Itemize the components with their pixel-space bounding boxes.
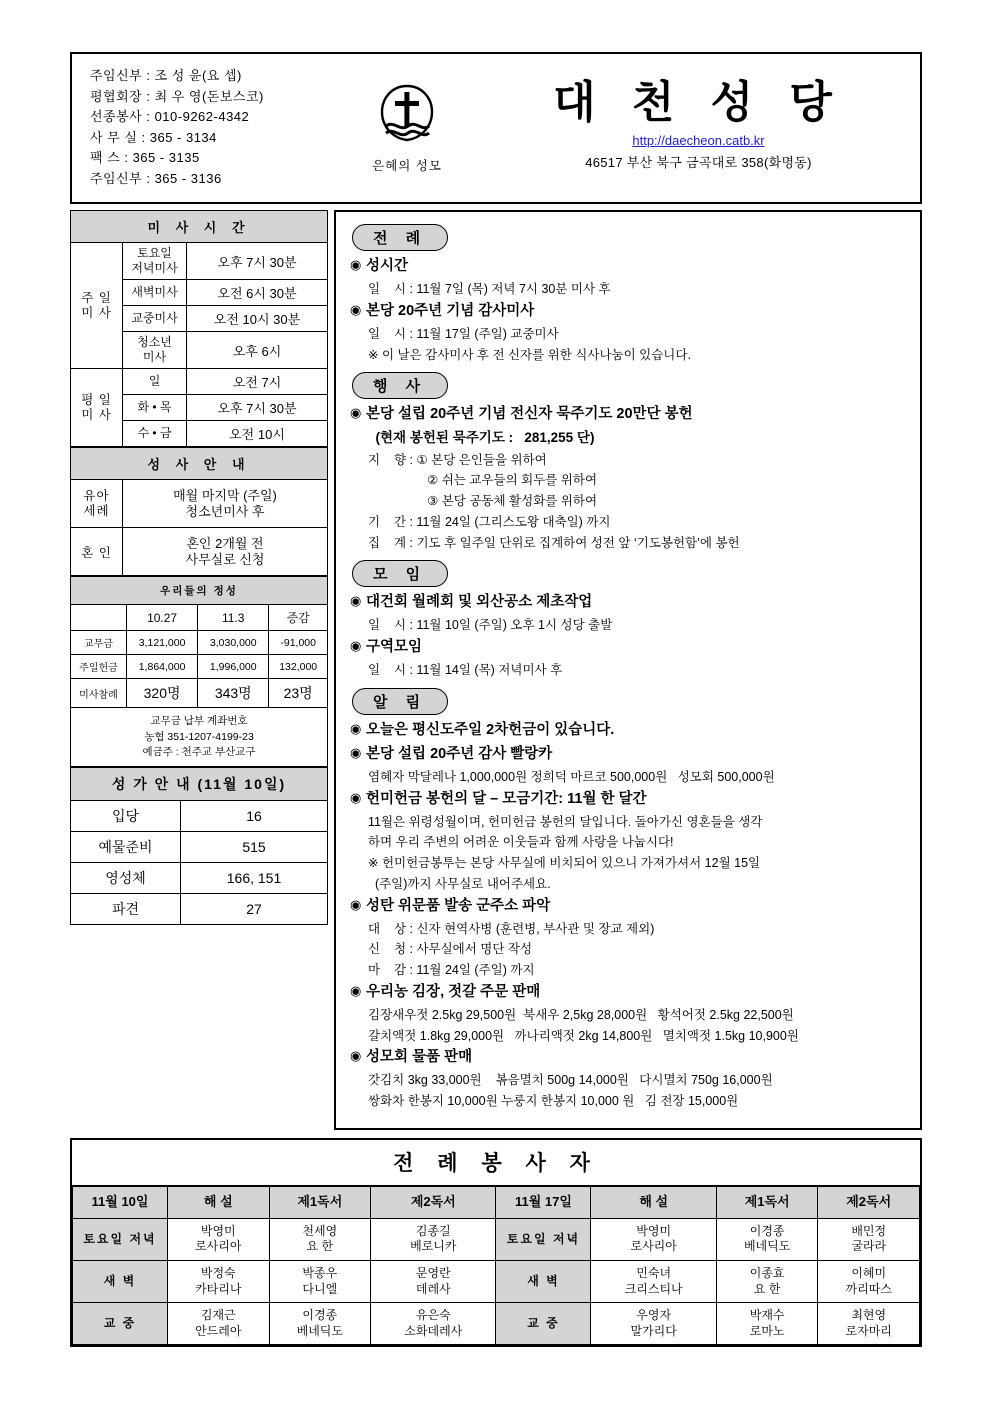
offering-col-1: 10.27 <box>127 605 198 631</box>
table-row <box>73 1303 920 1345</box>
server-name: 김종길 <box>415 1223 451 1238</box>
servers-header: 제2독서 <box>371 1187 496 1219</box>
server-name: 우영자 <box>636 1308 672 1323</box>
server-saint: 베로니카 <box>410 1239 457 1254</box>
contact-list <box>72 54 337 202</box>
announcement-title: 헌미헌금 봉헌의 달 – 모금기간: 11월 한 달간 <box>366 790 647 807</box>
table-row <box>73 1261 920 1303</box>
server-cell <box>591 1261 716 1303</box>
announcement-line: 일 시 : 11월 14일 (목) 저녁미사 후 <box>368 663 563 678</box>
servers-row-label: 새 벽 <box>73 1261 168 1303</box>
announcement-line: 신 청 : 사무실에서 명단 작성 <box>368 942 533 957</box>
hymn-name: 예물준비 <box>71 832 181 863</box>
server-saint: 데레사 <box>415 1281 451 1296</box>
mass-row-time: 오전 10시 30분 <box>187 306 328 332</box>
account-line: 예금주 : 천주교 부산교구 <box>142 745 256 758</box>
server-cell <box>371 1261 496 1303</box>
hymn-name: 파견 <box>71 894 181 925</box>
mass-row-time: 오후 7시 30분 <box>187 243 328 280</box>
server-cell <box>591 1218 716 1260</box>
bullet-icon: ◉ <box>350 1048 362 1064</box>
offering-cell: 1,996,000 <box>198 655 269 679</box>
announcement-item <box>350 720 908 741</box>
mass-row-time: 오후 7시 30분 <box>187 395 328 421</box>
section-heading-meetings: 모 임 <box>352 560 448 587</box>
announcement-title: 본당 설립 20주년 감사 빨랑카 <box>366 745 553 762</box>
server-cell <box>716 1218 818 1260</box>
contact-line: 선종봉사 : 010-9262-4342 <box>90 109 250 125</box>
announcement-line: 일 시 : 11월 10일 (주일) 오후 1시 성당 출발 <box>368 618 613 633</box>
server-name: 민숙녀 <box>636 1266 672 1281</box>
announcement-item <box>350 896 908 917</box>
sacrament-value: 매월 마지막 (주일) 청소년미사 후 <box>123 480 328 528</box>
servers-row-label: 새 벽 <box>496 1261 591 1303</box>
logo-block <box>337 54 477 202</box>
server-name: 유은숙 <box>415 1308 451 1323</box>
mass-row-time: 오전 10시 <box>187 421 328 447</box>
server-name: 이혜미 <box>851 1266 887 1281</box>
mass-row-name: 일 <box>123 369 187 395</box>
server-cell <box>716 1303 818 1345</box>
announcement-line: 일 시 : 11월 7일 (목) 저녁 7시 30분 미사 후 <box>368 282 611 297</box>
mass-row-name: 청소년 미사 <box>123 332 187 369</box>
mass-schedule-table <box>70 210 328 447</box>
announcement-item <box>350 637 908 658</box>
hymn-title: 성 가 안 내 (11월 10일) <box>71 768 328 801</box>
announcement-line: ③ 본당 공동체 활성화를 위하여 <box>368 494 598 509</box>
server-saint: 로사리아 <box>195 1239 242 1254</box>
server-cell <box>168 1303 270 1345</box>
server-cell <box>371 1303 496 1345</box>
offering-cell: 3,030,000 <box>198 631 269 655</box>
left-column <box>70 210 328 1130</box>
sunday-mass-label: 주 일 미 사 <box>71 243 123 369</box>
announcement-line: 일 시 : 11월 17일 (주일) 교중미사 <box>368 326 559 341</box>
servers-row-label: 교 중 <box>73 1303 168 1345</box>
contact-line: 팩 스 : 365 - 3135 <box>90 150 200 166</box>
announcement-title: 성탄 위문품 발송 군주소 파악 <box>366 897 551 914</box>
address: 46517 부산 북구 금곡대로 358(화명동) <box>585 155 812 171</box>
mass-row-name: 화 • 목 <box>123 395 187 421</box>
server-saint: 로사리아 <box>630 1239 677 1254</box>
account-line: 농협 351-1207-4199-23 <box>144 730 254 743</box>
announcement-title: 구역모임 <box>366 639 423 656</box>
sacrament-label: 유아 세례 <box>71 480 123 528</box>
server-saint: 요 한 <box>306 1239 334 1254</box>
servers-header: 제2독서 <box>818 1187 920 1219</box>
mass-row-name: 토요일 저녁미사 <box>123 243 187 280</box>
server-name: 배민정 <box>851 1223 887 1238</box>
server-name: 이종효 <box>749 1266 785 1281</box>
server-name: 최현영 <box>851 1308 887 1323</box>
contact-line: 평협회장 : 최 우 영(돈보스코) <box>90 88 264 104</box>
announcement-line: 갓김치 3kg 33,000원 볶음멸치 500g 14,000원 다시멸치 750g 16,000원 <box>368 1073 773 1088</box>
announcement-line: 지 향 : ① 본당 은인들을 위하여 <box>368 452 547 467</box>
mass-row-name: 새벽미사 <box>123 280 187 306</box>
servers-header: 제1독서 <box>716 1187 818 1219</box>
mass-row-name: 수 • 금 <box>123 421 187 447</box>
server-cell <box>716 1261 818 1303</box>
server-name: 문영란 <box>415 1266 451 1281</box>
title-block <box>477 54 920 202</box>
right-column <box>334 210 922 1130</box>
server-saint: 굴라라 <box>851 1239 887 1254</box>
announcement-line: ※ 헌미헌금봉투는 본당 사무실에 비치되어 있으니 가져가셔서 12월 15일 <box>368 856 761 871</box>
header <box>70 52 922 204</box>
contact-line: 주임신부 : 조 성 윤(요 셉) <box>90 68 242 83</box>
server-name: 김재근 <box>200 1308 236 1323</box>
server-name: 박정숙 <box>200 1266 236 1281</box>
announcement-line: ※ 이 날은 감사미사 후 전 신자를 위한 식사나눔이 있습니다. <box>368 347 691 362</box>
server-name: 이경종 <box>749 1223 785 1238</box>
offering-table <box>70 576 328 767</box>
server-cell <box>168 1218 270 1260</box>
announcement-line: 하며 우리 주변의 어려운 이웃들과 함께 사랑을 나눕시다! <box>368 835 674 850</box>
server-name: 박종우 <box>302 1266 338 1281</box>
servers-section <box>70 1138 922 1347</box>
offering-row-label: 주일헌금 <box>71 655 127 679</box>
table-row <box>73 1218 920 1260</box>
section-heading-liturgy: 전 례 <box>352 224 448 251</box>
announcement-line: 집 계 : 기도 후 일주일 단위로 집계하여 성전 앞 ‘기도봉헌함’에 봉헌 <box>368 535 740 550</box>
announcements-box <box>334 210 922 1130</box>
bullet-icon: ◉ <box>350 593 362 609</box>
server-name: 천세영 <box>302 1223 338 1238</box>
announcement-line: ② 쉬는 교우들의 회두를 위하여 <box>368 473 598 488</box>
sacrament-value: 혼인 2개월 전 사무실로 신청 <box>123 528 328 576</box>
server-cell <box>591 1303 716 1345</box>
server-saint: 카타리나 <box>195 1281 242 1296</box>
offering-cell: -91,000 <box>269 631 328 655</box>
announcement-title: 대건회 월례회 및 외산공소 제초작업 <box>366 594 593 611</box>
body <box>70 210 922 1130</box>
announcement-title: 본당 설립 20주년 기념 전신자 묵주기도 20만단 봉헌 <box>366 406 693 423</box>
server-saint: 베네딕도 <box>743 1239 791 1254</box>
announcement-item <box>350 592 908 613</box>
announcement-item <box>350 301 908 322</box>
server-saint: 로자마리 <box>845 1323 892 1338</box>
bullet-icon: ◉ <box>350 257 362 272</box>
mass-schedule-title: 미 사 시 간 <box>71 211 328 243</box>
server-cell <box>168 1261 270 1303</box>
server-saint: 말가리다 <box>630 1323 677 1338</box>
sacrament-label: 혼 인 <box>71 528 123 576</box>
server-name: 박영미 <box>200 1223 236 1238</box>
announcement-item <box>350 256 908 277</box>
server-saint: 요 한 <box>753 1281 781 1296</box>
servers-header: 제1독서 <box>269 1187 371 1219</box>
offering-cell: 320명 <box>127 679 198 708</box>
website-link[interactable]: http://daecheon.catb.kr <box>632 133 765 149</box>
server-cell <box>818 1303 920 1345</box>
hymn-number: 166, 151 <box>181 863 328 894</box>
bullet-icon: ◉ <box>350 720 362 736</box>
announcement-line: 기 간 : 11월 24일 (그리스도왕 대축일) 까지 <box>368 514 611 529</box>
announcement-item <box>350 404 908 425</box>
announcement-title: 성모회 물품 판매 <box>366 1049 473 1066</box>
server-name: 박재수 <box>749 1308 785 1323</box>
server-cell <box>371 1218 496 1260</box>
server-saint: 안드레아 <box>195 1323 242 1338</box>
server-saint: 까리따스 <box>845 1281 892 1296</box>
announcement-item <box>350 982 908 1003</box>
announcement-title: 본당 20주년 기념 감사미사 <box>366 302 535 319</box>
bullet-icon: ◉ <box>350 638 362 654</box>
offering-cell: 1,864,000 <box>127 655 198 679</box>
server-saint: 크리스티나 <box>624 1281 683 1296</box>
contact-line: 사 무 실 : 365 - 3134 <box>90 129 217 145</box>
announcement-line: 대 상 : 신자 현역사병 (훈련병, 부사관 및 장교 제외) <box>368 921 655 936</box>
mass-row-name: 교중미사 <box>123 306 187 332</box>
announcement-line: 11월은 위령성월이며, 헌미헌금 봉헌의 달입니다. 돌아가신 영혼들을 생각 <box>368 814 763 829</box>
bullet-icon: ◉ <box>350 744 362 760</box>
server-saint: 베네딕도 <box>296 1323 343 1338</box>
offering-col-0 <box>71 605 127 631</box>
servers-header: 11월 17일 <box>496 1187 591 1219</box>
sacrament-table <box>70 447 328 576</box>
server-cell <box>818 1218 920 1260</box>
bullet-icon: ◉ <box>350 982 362 998</box>
hymn-table <box>70 767 328 925</box>
server-cell <box>818 1261 920 1303</box>
offering-title: 우리들의 정성 <box>71 577 328 605</box>
hymn-number: 16 <box>181 801 328 832</box>
announcement-title: 성시간 <box>366 258 409 274</box>
bullet-icon: ◉ <box>350 789 362 805</box>
offering-row-label: 교무금 <box>71 631 127 655</box>
announcement-line: 김장새우젓 2.5kg 29,500원 북새우 2,5kg 28,000원 황석어젓 2.5kg 22,500원 <box>368 1007 794 1022</box>
server-name: 이경종 <box>302 1308 338 1323</box>
servers-table <box>72 1186 920 1345</box>
servers-row-label: 토요일 저녁 <box>496 1218 591 1260</box>
servers-row-label: 토요일 저녁 <box>73 1218 168 1260</box>
server-cell <box>269 1261 371 1303</box>
mass-row-time: 오전 7시 <box>187 369 328 395</box>
servers-row-label: 교 중 <box>496 1303 591 1345</box>
hymn-name: 영성체 <box>71 863 181 894</box>
mass-row-time: 오후 6시 <box>187 332 328 369</box>
announcement-item <box>350 789 908 810</box>
hymn-number: 515 <box>181 832 328 863</box>
offering-cell: 132,000 <box>269 655 328 679</box>
announcement-title: 오늘은 평신도주일 2차헌금이 있습니다. <box>366 721 615 738</box>
hymn-number: 27 <box>181 894 328 925</box>
section-heading-notices: 알 림 <box>352 688 448 715</box>
offering-col-3: 증감 <box>269 605 328 631</box>
announcement-line: (주일)까지 사무실로 내어주세요. <box>368 876 551 891</box>
server-cell <box>269 1218 371 1260</box>
madonna-cross-icon <box>370 78 444 152</box>
section-heading-events: 행 사 <box>352 372 448 399</box>
logo-caption: 은혜의 성모 <box>372 159 442 173</box>
servers-header: 해 설 <box>591 1187 716 1219</box>
offering-col-2: 11.3 <box>198 605 269 631</box>
bullet-icon: ◉ <box>350 405 362 421</box>
offering-cell: 343명 <box>198 679 269 708</box>
server-saint: 다니엘 <box>302 1281 338 1296</box>
hymn-name: 입당 <box>71 801 181 832</box>
offering-cell: 3,121,000 <box>127 631 198 655</box>
servers-title: 전 례 봉 사 자 <box>72 1140 920 1186</box>
announcement-title: 우리농 김장, 젓갈 주문 판매 <box>366 983 541 1000</box>
announcement-line: 염혜자 막달레나 1,000,000원 정희덕 마르코 500,000원 성모회 500,000원 <box>368 769 775 784</box>
announcement-line: 갈치액젓 1.8kg 29,000원 까나리액젓 2kg 14,800원 멸치액젓 1.5kg 10,900원 <box>368 1028 799 1043</box>
offering-row-label: 미사참례 <box>71 679 127 708</box>
sacrament-title: 성 사 안 내 <box>71 448 328 480</box>
page-title: 대 천 성 당 <box>553 77 844 127</box>
contact-line: 주임신부 : 365 - 3136 <box>90 170 222 186</box>
server-name: 박영미 <box>636 1223 672 1238</box>
servers-header: 11월 10일 <box>73 1187 168 1219</box>
bullet-icon: ◉ <box>350 301 362 317</box>
weekday-mass-label: 평 일 미 사 <box>71 369 123 447</box>
announcement-line: 마 감 : 11월 24일 (주일) 까지 <box>368 963 535 978</box>
server-saint: 로마노 <box>749 1323 785 1338</box>
announcement-item <box>350 744 908 765</box>
server-cell <box>269 1303 371 1345</box>
bullet-icon: ◉ <box>350 896 362 912</box>
offering-cell: 23명 <box>269 679 328 708</box>
servers-header: 해 설 <box>168 1187 270 1219</box>
mass-row-time: 오전 6시 30분 <box>187 280 328 306</box>
announcement-line: (현재 봉헌된 묵주기도 : 281,255 단) <box>368 430 595 446</box>
account-line: 교무금 납부 계좌번호 <box>150 715 248 728</box>
account-info <box>71 708 328 767</box>
announcement-line: 쌍화차 한봉지 10,000원 누룽지 한봉지 10,000 원 김 전장 15,000원 <box>368 1094 739 1109</box>
server-saint: 소화데레사 <box>404 1323 463 1338</box>
announcement-item <box>350 1047 908 1068</box>
